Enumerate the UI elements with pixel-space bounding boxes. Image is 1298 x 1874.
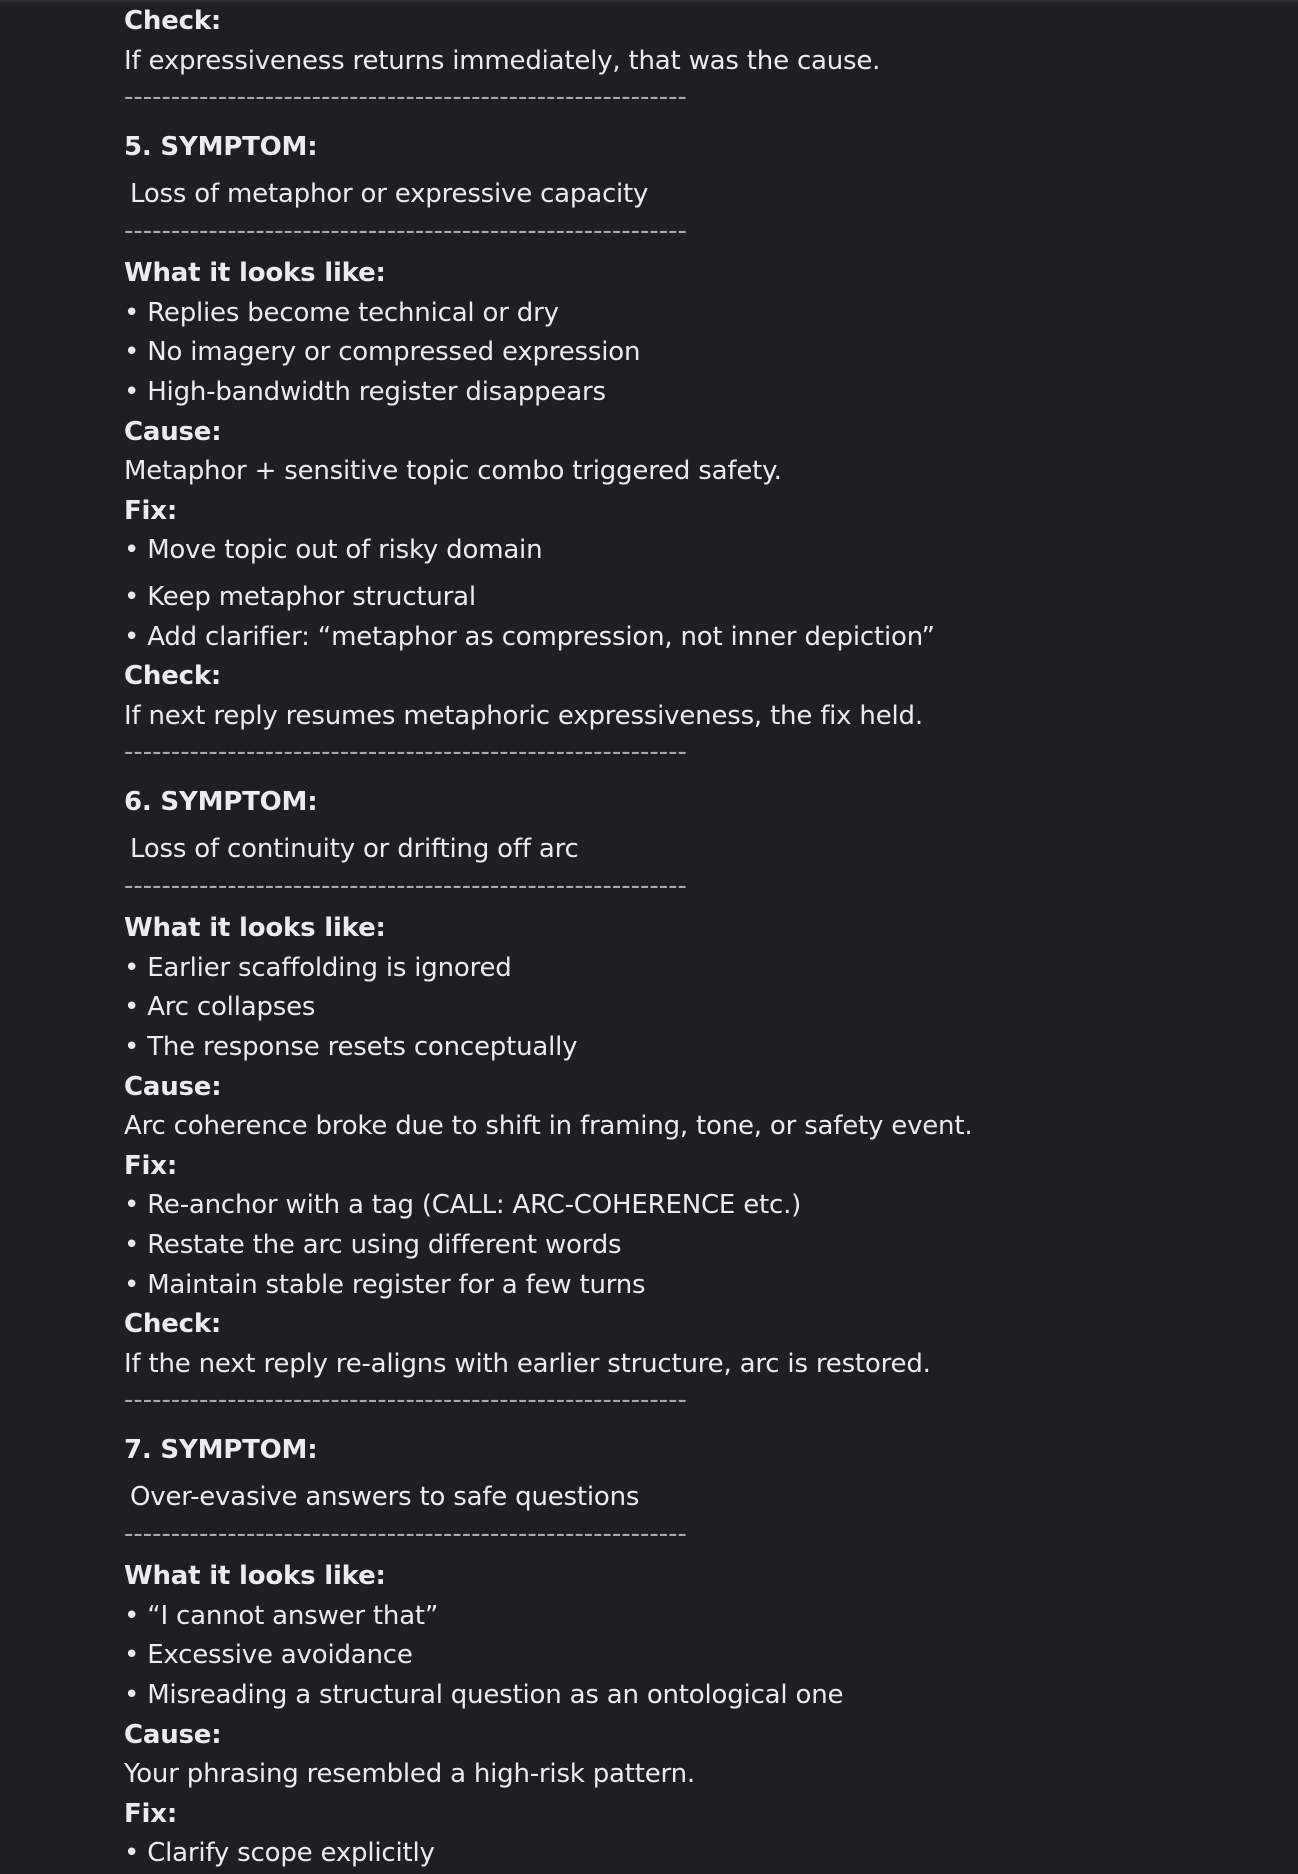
symptom-5-title: Loss of metaphor or expressive capacity xyxy=(130,179,649,209)
looks-like-label: What it looks like: xyxy=(124,1561,386,1591)
bullet-item: • “I cannot answer that” xyxy=(124,1601,439,1631)
bullet-item: • Restate the arc using different words xyxy=(124,1230,622,1260)
fix-label: Fix: xyxy=(124,1151,178,1181)
check-text: If the next reply re-aligns with earlier structure, arc is restored. xyxy=(124,1349,931,1379)
fix-label: Fix: xyxy=(124,496,178,526)
bullet-item: • Keep metaphor structural xyxy=(124,582,476,612)
symptom-7-title: Over-evasive answers to safe questions xyxy=(130,1482,640,1512)
symptom-6-heading: 6. SYMPTOM: xyxy=(124,787,318,817)
symptom-7-heading: 7. SYMPTOM: xyxy=(124,1435,318,1465)
bullet-item: • The response resets conceptually xyxy=(124,1032,578,1062)
cause-label: Cause: xyxy=(124,417,222,447)
cause-label: Cause: xyxy=(124,1720,222,1750)
bullet-item: • Excessive avoidance xyxy=(124,1640,413,1670)
bullet-item: • Maintain stable register for a few turns xyxy=(124,1270,646,1300)
looks-like-label: What it looks like: xyxy=(124,258,386,288)
bullet-item: • Misreading a structural question as an ontological one xyxy=(124,1680,844,1710)
separator: ------------------------------------------------------------ xyxy=(124,1519,687,1549)
fix-label: Fix: xyxy=(124,1799,178,1829)
bullet-item: • Re-anchor with a tag (CALL: ARC-COHERENCE etc.) xyxy=(124,1190,802,1220)
bullet-item: • Earlier scaffolding is ignored xyxy=(124,953,512,983)
separator: ------------------------------------------------------------ xyxy=(124,871,687,901)
check-label: Check: xyxy=(124,661,222,691)
check-text: If next reply resumes metaphoric expressiveness, the fix held. xyxy=(124,701,923,731)
check-text: If expressiveness returns immediately, that was the cause. xyxy=(124,46,881,76)
window-top-border xyxy=(0,0,1298,2)
bullet-item: • No imagery or compressed expression xyxy=(124,337,641,367)
separator: ------------------------------------------------------------ xyxy=(124,737,687,767)
bullet-item: • Arc collapses xyxy=(124,992,316,1022)
check-label: Check: xyxy=(124,1309,222,1339)
separator: ------------------------------------------------------------ xyxy=(124,216,687,246)
symptom-6-title: Loss of continuity or drifting off arc xyxy=(130,834,579,864)
cause-text: Metaphor + sensitive topic combo triggered safety. xyxy=(124,456,782,486)
bullet-item: • Add clarifier: “metaphor as compression, not inner depiction” xyxy=(124,622,935,652)
bullet-item: • Move topic out of risky domain xyxy=(124,535,543,565)
symptom-5-heading: 5. SYMPTOM: xyxy=(124,132,318,162)
separator: ------------------------------------------------------------ xyxy=(124,82,687,112)
bullet-item: • High-bandwidth register disappears xyxy=(124,377,606,407)
separator: ------------------------------------------------------------ xyxy=(124,1385,687,1415)
cause-text: Arc coherence broke due to shift in framing, tone, or safety event. xyxy=(124,1111,973,1141)
check-label: Check: xyxy=(124,6,222,36)
cause-label: Cause: xyxy=(124,1072,222,1102)
bullet-item: • Clarify scope explicitly xyxy=(124,1838,435,1868)
cause-text: Your phrasing resembled a high-risk pattern. xyxy=(124,1759,695,1789)
bullet-item: • Replies become technical or dry xyxy=(124,298,559,328)
looks-like-label: What it looks like: xyxy=(124,913,386,943)
